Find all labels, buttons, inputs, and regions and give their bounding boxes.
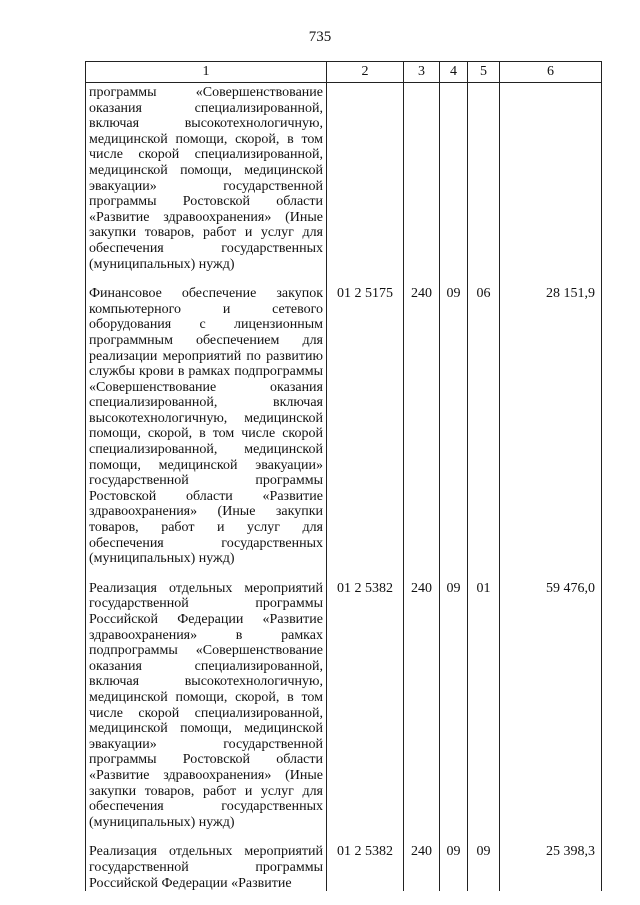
column-header: 5 [468, 62, 500, 83]
row-code: 01 2 5382 [327, 577, 404, 841]
row-vr: 240 [404, 577, 440, 841]
row-code: 01 2 5382 [327, 840, 404, 891]
table-row [86, 577, 602, 841]
column-header: 2 [327, 62, 404, 83]
row-code [327, 83, 404, 283]
row-amount: 28 151,9 [500, 282, 602, 577]
column-header: 3 [404, 62, 440, 83]
column-header: 1 [86, 62, 327, 83]
table-row [86, 840, 602, 891]
page-number: 735 [308, 29, 332, 45]
row-amount: 59 476,0 [500, 577, 602, 841]
row-description: Реализация отдельных мероприятий государственной программы Российской Федерации «Развитие [86, 840, 327, 891]
row-vr: 240 [404, 840, 440, 891]
table-row [86, 282, 602, 577]
column-header: 6 [500, 62, 602, 83]
row-pr [468, 83, 500, 283]
row-rz: 09 [440, 577, 468, 841]
row-pr: 06 [468, 282, 500, 577]
row-vr: 240 [404, 282, 440, 577]
row-description: программы «Совершенствование оказания специализированной, включая высокотехнологичную, медицинской помощи, скорой, в том числе скорой специализированной, медицинской помощи, медицинской эвакуации» государственной программы Ростовской области «Развитие здравоохранения» (Иные закупки товаров, работ и услуг для обеспечения государственных (муниципальных) нужд) [86, 83, 327, 283]
table-row [86, 83, 602, 283]
row-description: Финансовое обеспечение закупок компьютерного и сетевого оборудования с лицензионным программным обеспечением для реализации мероприятий по развитию службы крови в рамках подпрограммы «Совершенствование оказания специализированной, включая высокотехнологичную, медицинской помощи, скорой, в том числе скорой специализированной, медицинской помощи, медицинской эвакуации» государственной программы Ростовской области «Развитие здравоохранения» (Иные закупки товаров, работ и услуг для обеспечения государственных (муниципальных) нужд) [86, 282, 327, 577]
row-description: Реализация отдельных мероприятий государственной программы Российской Федерации «Развитие здравоохранения» в рамках подпрограммы «Совершенствование оказания специализированной, включая высокотехнологичную, медицинской помощи, скорой, в том числе скорой специализированной, медицинской помощи, медицинской эвакуации» государственной программы Ростовской области «Развитие здравоохранения» (Иные закупки товаров, работ и услуг для обеспечения государственных (муниципальных) нужд) [86, 577, 327, 841]
column-header: 4 [440, 62, 468, 83]
row-vr [404, 83, 440, 283]
row-rz: 09 [440, 282, 468, 577]
row-amount: 25 398,3 [500, 840, 602, 891]
row-rz: 09 [440, 840, 468, 891]
row-code: 01 2 5175 [327, 282, 404, 577]
budget-table [85, 61, 602, 891]
row-rz [440, 83, 468, 283]
row-pr: 01 [468, 577, 500, 841]
row-amount [500, 83, 602, 283]
row-pr: 09 [468, 840, 500, 891]
table-header-row [86, 62, 602, 83]
